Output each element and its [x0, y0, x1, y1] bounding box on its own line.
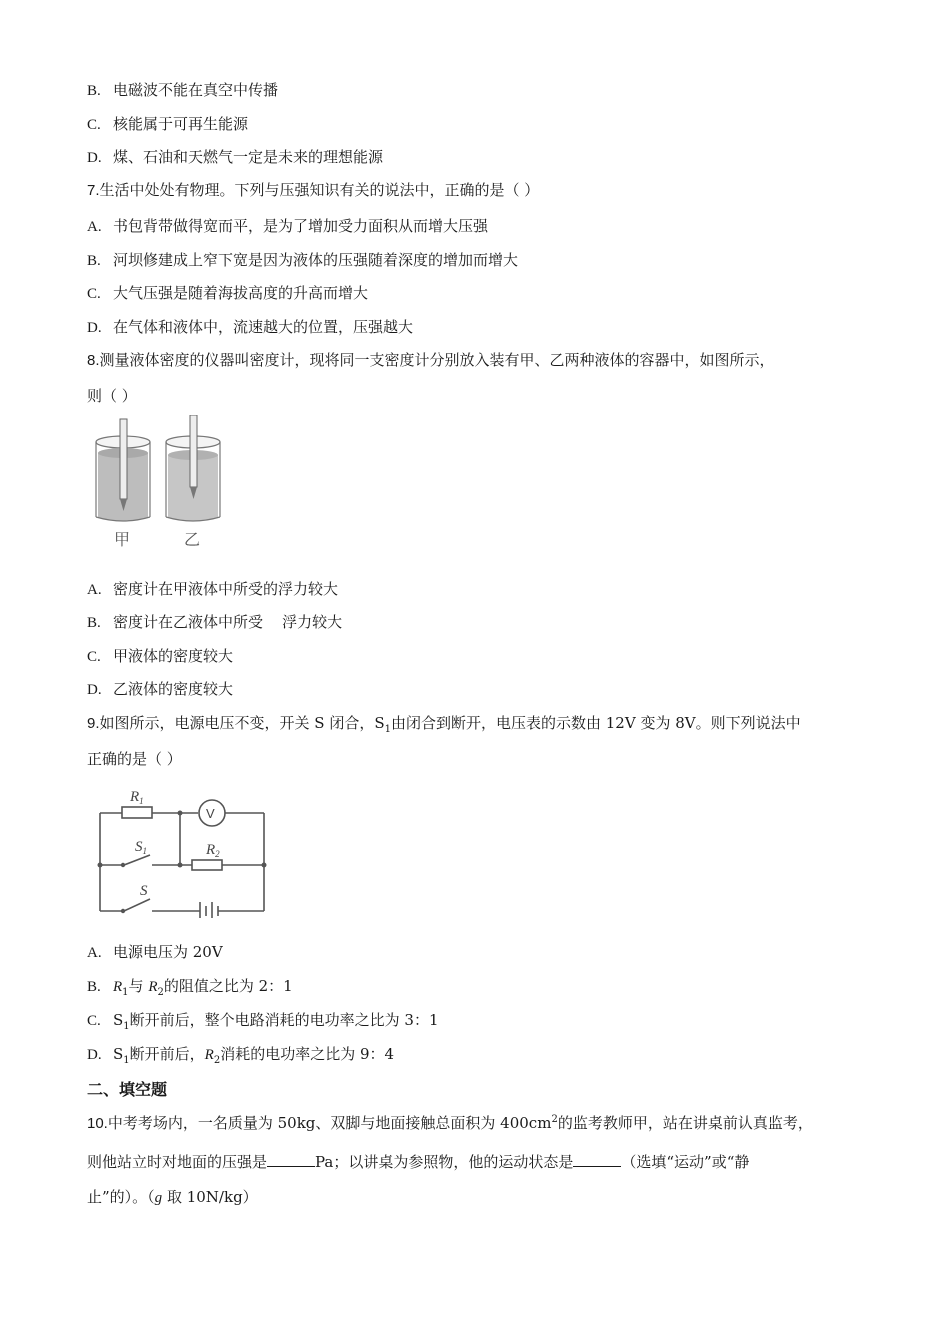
- q8-stem: 8.测量液体密度的仪器叫密度计，现将同一支密度计分别放入装有甲、乙两种液体的容器中，如图所示，: [87, 351, 775, 369]
- q9-stem: 9.如图所示，电源电压不变，开关 S 闭合，$S_1$由闭合到断开，电压表的示数由 12V 变为 8V。则下列说法中: [87, 714, 801, 735]
- beaker-jia: [96, 419, 150, 521]
- q6-option-d: D. 煤、石油和天燃气一定是未来的理想能源: [87, 148, 384, 166]
- q7-option-c: C. 大气压强是随着海拔高度的升高而增大: [87, 284, 369, 302]
- q6-option-b: B. 电磁波不能在真空中传播: [87, 81, 279, 99]
- svg-text:R2: $R_2$: [206, 842, 220, 859]
- q7-stem: 7.生活中处处有物理。下列与压强知识有关的说法中，正确的是（ ）: [87, 181, 540, 199]
- q9-option-b: B. $R_1$与 $R_2$的阻值之比为 2：1: [87, 977, 293, 998]
- q7-option-d: D. 在气体和液体中，流速越大的位置，压强越大: [87, 318, 414, 336]
- label-yi: 乙: [184, 530, 201, 549]
- q10-line1: 10.中考考场内，一名质量为 50kg、双脚与地面接触总面积为 $400cm^2$的监考教师甲，站在讲桌前认真监考，: [87, 1114, 813, 1132]
- q8-option-d: D. 乙液体的密度较大: [87, 680, 234, 698]
- q10-line2: 则他站立时对地面的压强是 Pa；以讲桌为参照物，他的运动状态是 （选填“运动”或“静: [87, 1153, 750, 1171]
- q9-option-a: A. 电源电压为 20V: [87, 943, 223, 961]
- svg-text:V: V: [206, 806, 215, 821]
- section-fill-in-title: 二、填空题: [87, 1080, 168, 1099]
- q8-stem-line2: 则（ ）: [87, 387, 137, 405]
- svg-text:R1: $R_1$: [130, 789, 144, 806]
- svg-text:S: S: [140, 883, 148, 899]
- label-jia: 甲: [114, 530, 131, 549]
- q9-option-c: C. $S_1$断开前后，整个电路消耗的电功率之比为 3：1: [87, 1011, 439, 1032]
- beaker-yi: [166, 415, 220, 521]
- q10-line3: 止”的）。（g 取 10N/kg）: [87, 1188, 258, 1206]
- q8-option-a: A. 密度计在甲液体中所受的浮力较大: [87, 580, 339, 598]
- q7-option-b: B. 河坝修建成上窄下宽是因为液体的压强随着深度的增加而增大: [87, 251, 519, 269]
- svg-text:S1: $S_1$: [135, 839, 147, 856]
- q9-option-d: D. $S_1$断开前后，$R_2$消耗的电功率之比为 9：4: [87, 1045, 395, 1066]
- answer-blank-pressure[interactable]: [267, 1151, 315, 1167]
- q7-option-a: A. 书包背带做得宽而平，是为了增加受力面积从而增大压强: [87, 217, 489, 235]
- q6-option-c: C. 核能属于可再生能源: [87, 115, 249, 133]
- circuit-figure: [92, 783, 272, 918]
- q8-option-b: B. 密度计在乙液体中所受 浮力较大: [87, 613, 343, 631]
- q8-option-c: C. 甲液体的密度较大: [87, 647, 234, 665]
- hydrometer-figure: [92, 415, 232, 555]
- answer-blank-motion[interactable]: [573, 1151, 621, 1167]
- q9-stem-line2: 正确的是（ ）: [87, 750, 182, 768]
